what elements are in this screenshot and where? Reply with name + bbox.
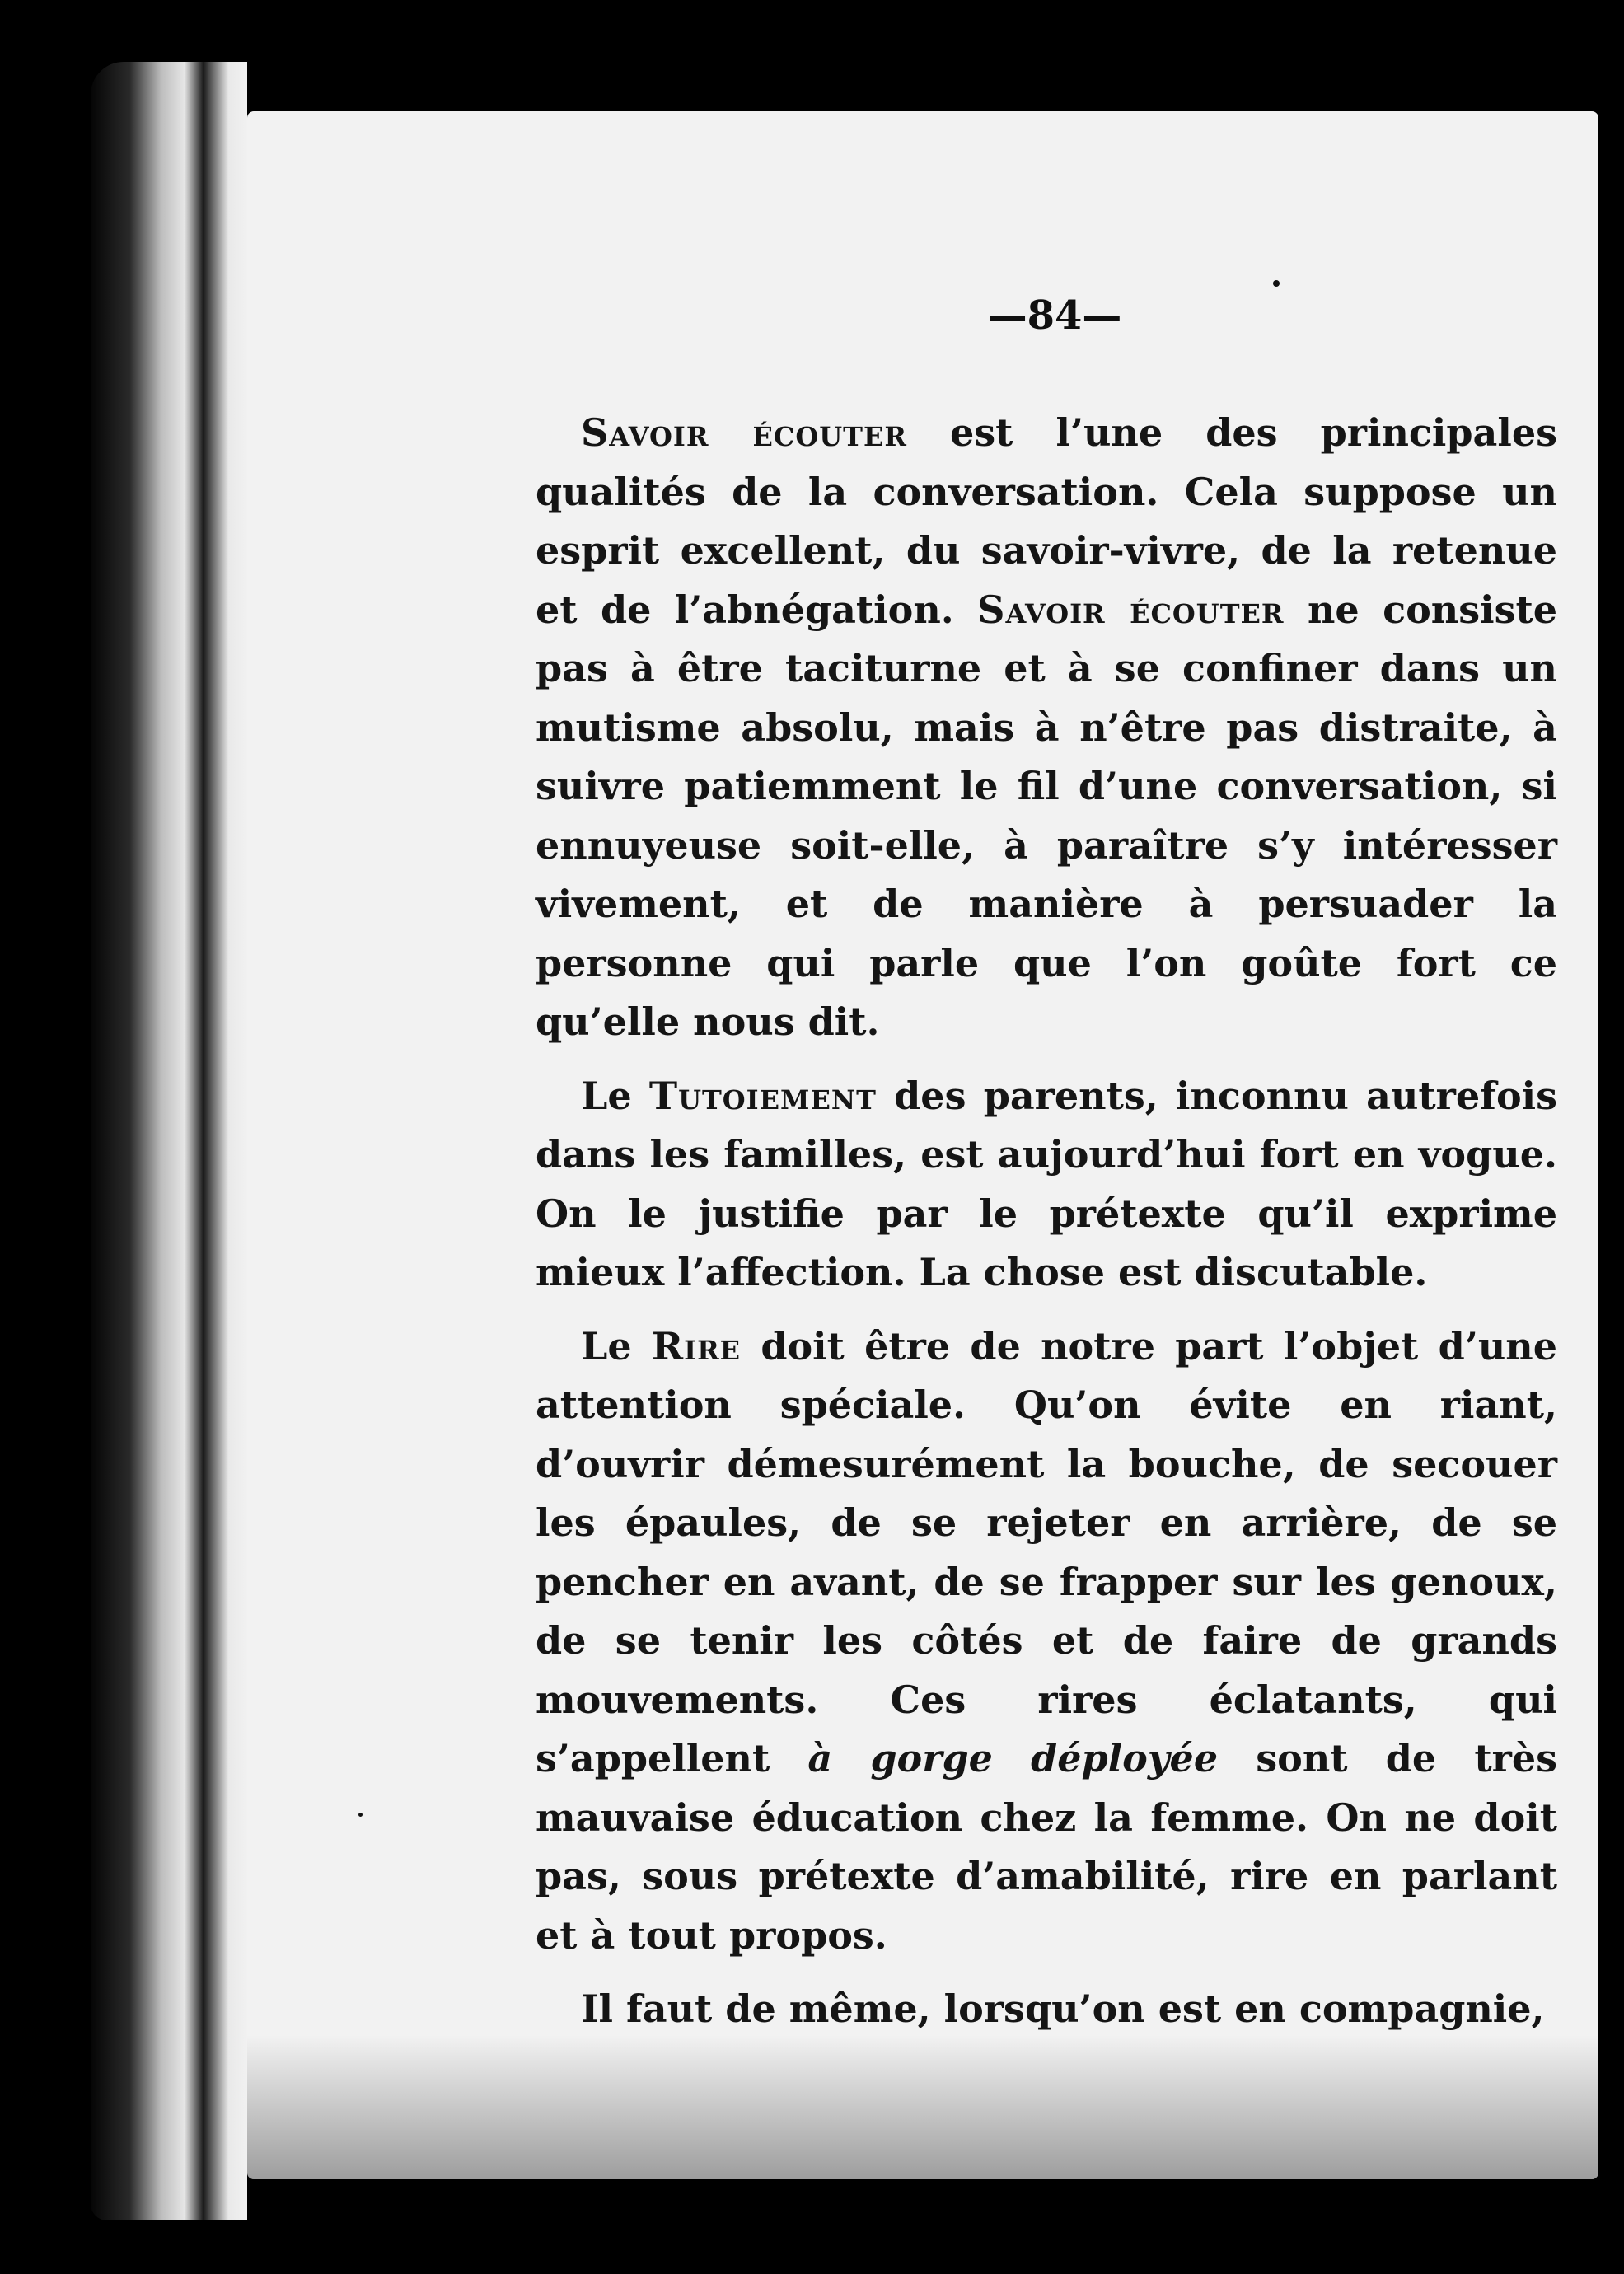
page-number: —84— [987, 292, 1122, 339]
italic-phrase: à gorge déployée [807, 1736, 1219, 1780]
paragraph-rire [536, 1317, 1557, 1966]
text-run: des parents, inconnu autrefois dans les familles, est aujourd’hui fort en vogue. On le justifie par le prétexte qu’il exprime mieux l’affection. La chose est discutable. [536, 1073, 1558, 1294]
small-caps-term: Savoir écouter [977, 587, 1285, 632]
paragraph-tutoiement [536, 1067, 1557, 1303]
small-caps-term: Tutoiement [648, 1073, 877, 1118]
text-run: est l’une des principales qualités de la conversation. Cela suppose un esprit excellent, du savoir-vivre, de la retenue et de l’abnégation. [536, 410, 1558, 632]
paragraph-continuation [536, 1980, 1557, 2039]
small-caps-term: Savoir écouter [581, 410, 907, 455]
paragraph-savoir-ecouter [536, 404, 1557, 1052]
small-caps-term: Rire [651, 1323, 742, 1369]
text-run: Il faut de même, lorsqu’on est en compagnie, [581, 1986, 1545, 2031]
ink-speck [358, 1813, 363, 1817]
text-run: Le [581, 1073, 649, 1118]
page-shadow [247, 2035, 1598, 2179]
text-run: Le [581, 1323, 652, 1369]
text-run: doit être de notre part l’objet d’une attention spéciale. Qu’on évite en riant, d’ouvrir démesurément la bouche, de secouer les épaules, de se rejeter en arrière, de se pencher en avant, de se frapper sur les genoux, de se tenir les côtés et de faire de grands mouvements. Ces rires éclatants, qui s’appellent [536, 1323, 1558, 1780]
body-text [536, 404, 1557, 2054]
book-edge [91, 62, 247, 2220]
text-run: ne consiste pas à être taciturne et à se confiner dans un mutisme absolu, mais à n’être pas distraite, à suivre patiemment le fil d’une conversation, si ennuyeuse soit-elle, à paraître s’y intéresser vivement, et de manière à persuader la personne qui parle que l’on goûte fort ce qu’elle nous dit. [536, 587, 1557, 1044]
text-run: sont de très mauvaise éducation chez la femme. On ne doit pas, sous prétexte d’amabilité, rire en parlant et à tout propos. [536, 1736, 1557, 1958]
ink-speck [1273, 280, 1280, 287]
